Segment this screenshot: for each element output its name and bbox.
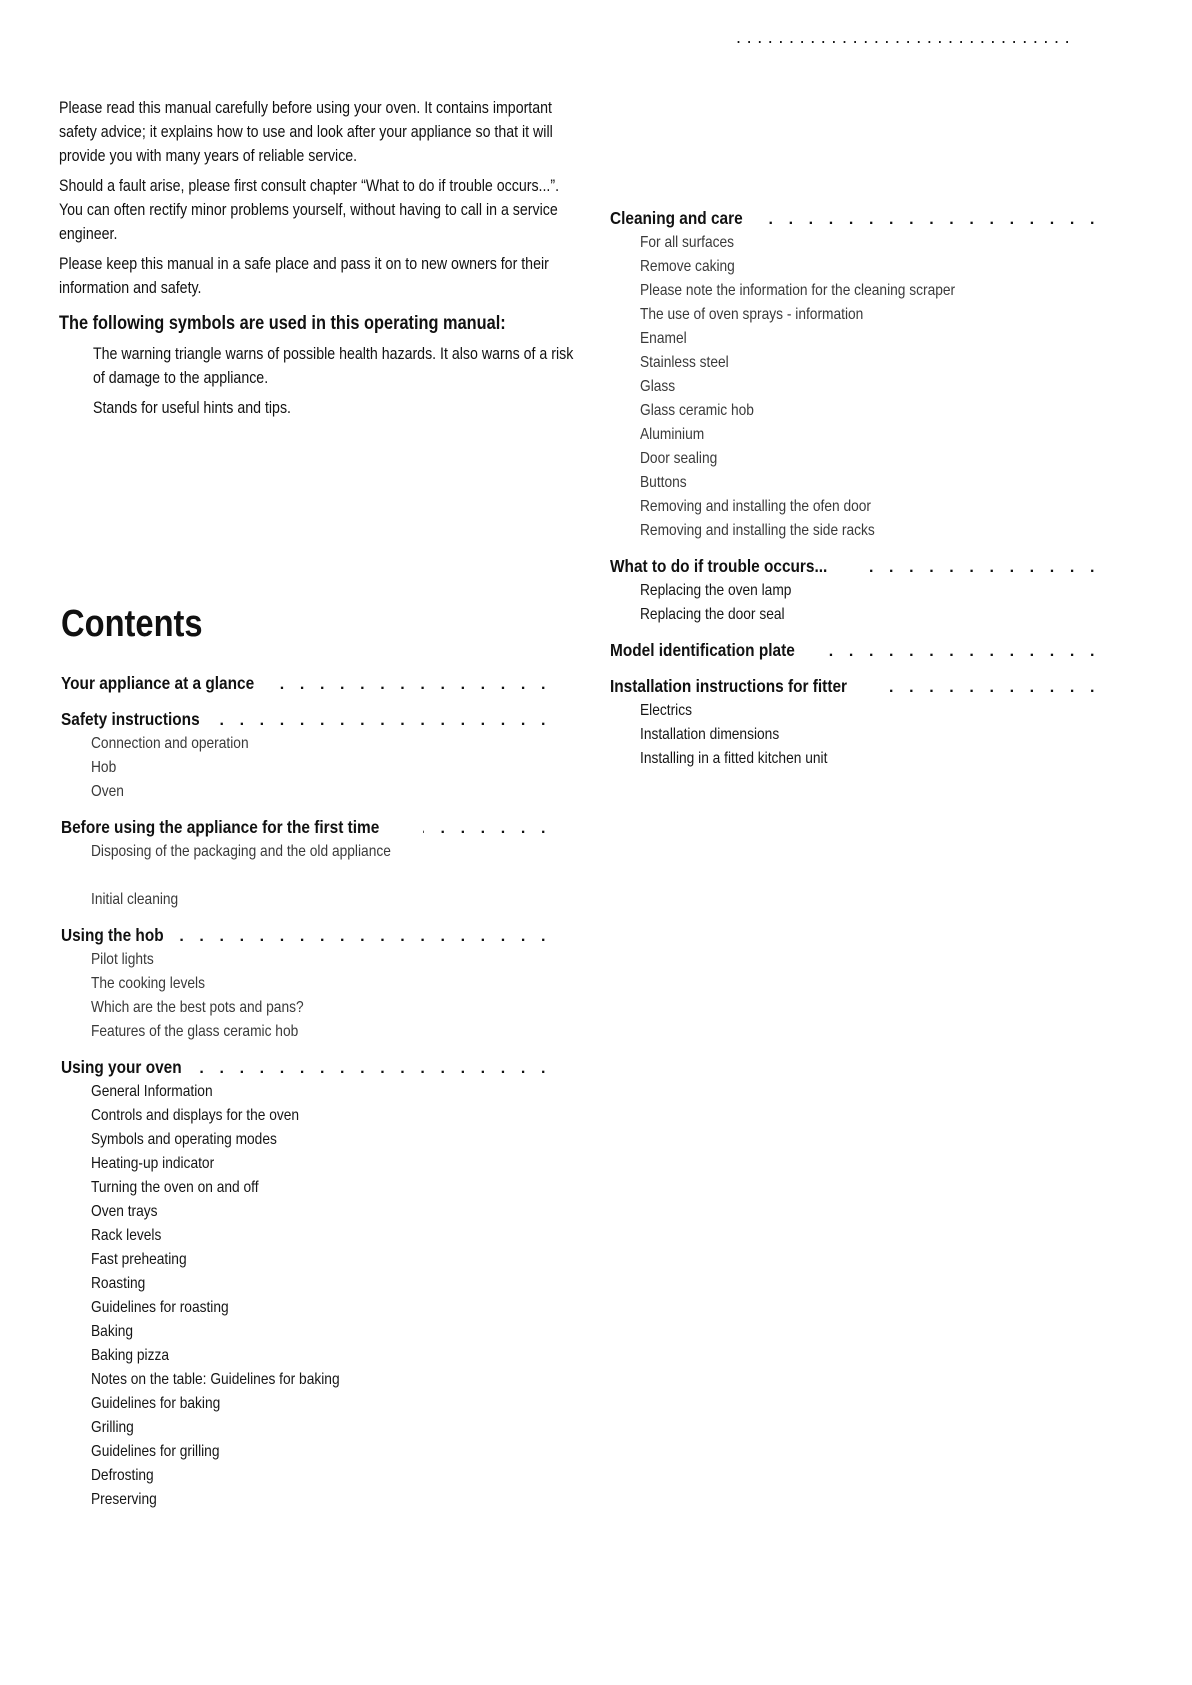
intro-paragraph: Should a fault arise, please first consult chapter “What to do if trouble occurs...”. You can often rectify minor problems yourself, without having to call in a service engineer. bbox=[59, 177, 560, 243]
toc-section-heading[interactable] bbox=[61, 670, 551, 696]
toc-section-title: Cleaning and care bbox=[610, 208, 743, 228]
intro-text bbox=[59, 96, 584, 306]
toc-item[interactable]: Initial cleaning bbox=[91, 891, 179, 908]
toc-item[interactable]: Remove caking bbox=[640, 258, 735, 275]
symbols-heading: The following symbols are used in this operating manual: bbox=[59, 313, 506, 334]
toc-section-heading[interactable] bbox=[610, 637, 1100, 663]
toc-item[interactable]: Aluminium bbox=[640, 426, 705, 443]
toc-section-your-appliance-at-a-glance bbox=[61, 670, 551, 696]
toc-section-heading[interactable] bbox=[610, 553, 1100, 579]
toc-item[interactable]: General Information bbox=[91, 1083, 213, 1100]
toc-item[interactable]: Replacing the door seal bbox=[640, 606, 785, 623]
toc-item[interactable]: The use of oven sprays - information bbox=[640, 306, 864, 323]
toc-section-heading[interactable] bbox=[61, 706, 551, 732]
toc-item[interactable]: Buttons bbox=[640, 474, 687, 491]
toc-section-using-the-hob bbox=[61, 922, 551, 1044]
intro-paragraph: Please keep this manual in a safe place and pass it on to new owners for their information and safety. bbox=[59, 255, 549, 297]
toc-item[interactable]: Connection and operation bbox=[91, 735, 249, 752]
toc-dot-leader bbox=[178, 924, 551, 948]
toc-item[interactable]: Installing in a fitted kitchen unit bbox=[640, 750, 828, 767]
toc-dot-leader bbox=[423, 816, 551, 840]
toc-section-what-to-do-if-trouble-occurs bbox=[610, 553, 1100, 627]
contents-right-column bbox=[610, 205, 1100, 781]
toc-item[interactable]: Heating-up indicator bbox=[91, 1155, 215, 1172]
toc-dot-leader bbox=[820, 639, 1100, 663]
toc-section-installation-instructions-for-fitter bbox=[610, 673, 1100, 771]
toc-section-model-identification-plate bbox=[610, 637, 1100, 663]
toc-item[interactable]: Stainless steel bbox=[640, 354, 729, 371]
toc-item[interactable]: Hob bbox=[91, 759, 117, 776]
toc-item[interactable]: Baking pizza bbox=[91, 1347, 170, 1364]
toc-item[interactable]: Notes on the table: Guidelines for baking bbox=[91, 1371, 340, 1388]
toc-item[interactable]: Features of the glass ceramic hob bbox=[91, 1023, 299, 1040]
toc-section-title: Using the hob bbox=[61, 925, 164, 945]
toc-item[interactable]: Guidelines for grilling bbox=[91, 1443, 220, 1460]
toc-item[interactable]: Turning the oven on and off bbox=[91, 1179, 259, 1196]
toc-item[interactable]: Pilot lights bbox=[91, 951, 154, 968]
toc-dot-leader bbox=[761, 207, 1100, 231]
toc-item[interactable]: Oven trays bbox=[91, 1203, 158, 1220]
toc-item[interactable]: Fast preheating bbox=[91, 1251, 187, 1268]
toc-section-heading[interactable] bbox=[610, 205, 1100, 231]
toc-item[interactable]: Enamel bbox=[640, 330, 687, 347]
toc-item[interactable]: Controls and displays for the oven bbox=[91, 1107, 300, 1124]
toc-item[interactable]: Rack levels bbox=[91, 1227, 162, 1244]
toc-item[interactable]: Guidelines for baking bbox=[91, 1395, 221, 1412]
symbols-list bbox=[93, 342, 583, 426]
toc-item[interactable] bbox=[91, 864, 487, 888]
toc-section-using-your-oven bbox=[61, 1054, 551, 1512]
toc-dot-leader bbox=[198, 1056, 551, 1080]
toc-section-title: Before using the appliance for the first time bbox=[61, 817, 380, 837]
toc-item[interactable]: Door sealing bbox=[640, 450, 718, 467]
toc-section-heading[interactable] bbox=[61, 1054, 551, 1080]
toc-item[interactable]: Which are the best pots and pans? bbox=[91, 999, 304, 1016]
toc-dot-leader bbox=[219, 708, 551, 732]
toc-item[interactable]: Symbols and operating modes bbox=[91, 1131, 277, 1148]
toc-item[interactable]: Replacing the oven lamp bbox=[640, 582, 792, 599]
toc-item[interactable]: Removing and installing the side racks bbox=[640, 522, 875, 539]
toc-item[interactable]: Please note the information for the cleaning scraper bbox=[640, 282, 956, 299]
toc-section-title: Using your oven bbox=[61, 1057, 182, 1077]
toc-section-title: Model identification plate bbox=[610, 640, 795, 660]
contents-title: Contents bbox=[61, 603, 203, 645]
toc-item[interactable]: Removing and installing the ofen door bbox=[640, 498, 872, 515]
toc-section-heading[interactable] bbox=[610, 673, 1100, 699]
toc-section-title: Safety instructions bbox=[61, 709, 200, 729]
toc-section-safety-instructions bbox=[61, 706, 551, 804]
toc-section-before-using-the-appliance-for-the-first-time bbox=[61, 814, 551, 912]
toc-item[interactable]: Defrosting bbox=[91, 1467, 154, 1484]
toc-item[interactable]: Glass bbox=[640, 378, 676, 395]
toc-section-heading[interactable] bbox=[61, 922, 551, 948]
toc-item[interactable]: Guidelines for roasting bbox=[91, 1299, 229, 1316]
toc-item[interactable]: Disposing of the packaging and the old appliance bbox=[91, 843, 391, 860]
toc-item[interactable]: Roasting bbox=[91, 1275, 146, 1292]
toc-item[interactable]: For all surfaces bbox=[640, 234, 735, 251]
intro-paragraph: Please read this manual carefully before using your oven. It contains important safety advice; it explains how to use and look after your appliance so that it will provide you with many years of reliable service. bbox=[59, 99, 553, 165]
toc-item[interactable]: Glass ceramic hob bbox=[640, 402, 754, 419]
toc-item[interactable]: Electrics bbox=[640, 702, 692, 719]
toc-item[interactable]: Preserving bbox=[91, 1491, 157, 1508]
contents-left-column bbox=[61, 670, 551, 1522]
toc-section-title: Your appliance at a glance bbox=[61, 673, 255, 693]
toc-item[interactable]: Grilling bbox=[91, 1419, 134, 1436]
toc-dot-leader bbox=[280, 672, 551, 696]
toc-item[interactable]: Oven bbox=[91, 783, 124, 800]
toc-item[interactable]: Installation dimensions bbox=[640, 726, 780, 743]
toc-item[interactable]: Baking bbox=[91, 1323, 134, 1340]
toc-section-heading[interactable] bbox=[61, 814, 551, 840]
symbol-tips-description: Stands for useful hints and tips. bbox=[93, 399, 291, 417]
toc-item[interactable]: The cooking levels bbox=[91, 975, 205, 992]
toc-dot-leader bbox=[879, 675, 1100, 699]
toc-section-cleaning-and-care bbox=[610, 205, 1100, 543]
symbol-warning-description: The warning triangle warns of possible health hazards. It also warns of a risk of damage to the appliance. bbox=[93, 345, 574, 387]
toc-dot-leader bbox=[857, 555, 1100, 579]
toc-section-title: Installation instructions for fitter bbox=[610, 676, 848, 696]
toc-section-title: What to do if trouble occurs... bbox=[610, 556, 828, 576]
header-dot-leader: ................................ bbox=[736, 28, 1076, 46]
